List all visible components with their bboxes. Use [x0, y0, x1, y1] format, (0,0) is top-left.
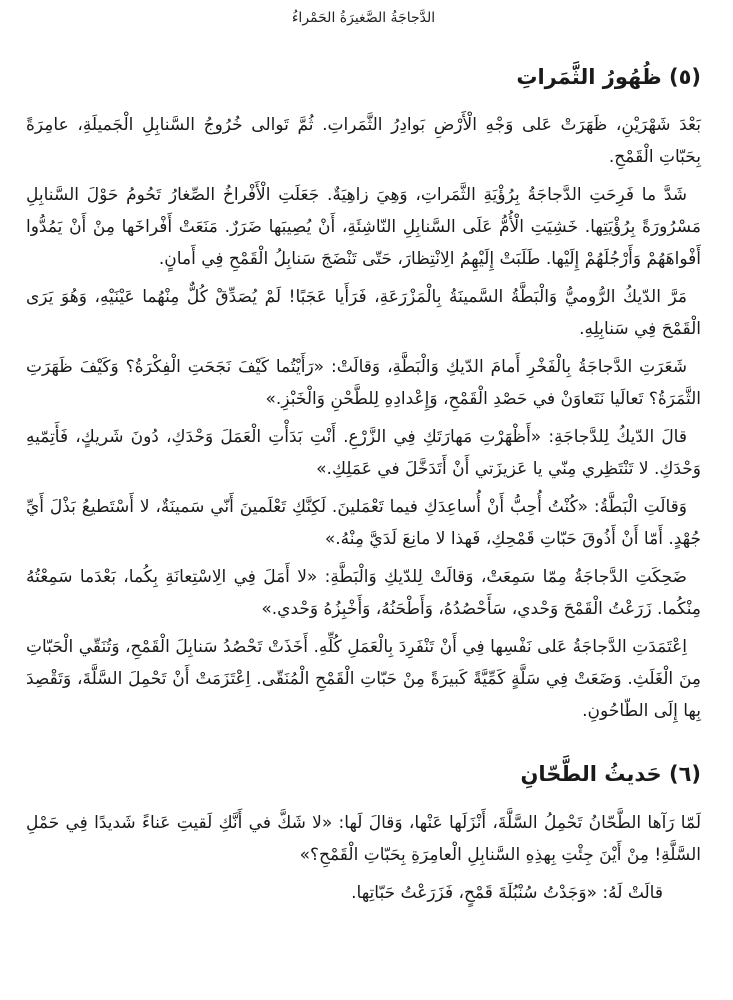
paragraph: اِعْتَمَدَتِ الدَّجاجَةُ عَلى نَفْسِها فِي أَنْ تَنْفَرِدَ بِالْعَمَلِ كُلِّهِ. أَخَذَتْ تَحْصُدُ سَنابِلَ الْقَمْحِ، وَتُنَقّي الْحَبّاتِ مِنَ الْغَلَثِ. وَضَعَتْ فِي سَلَّةٍ كَمِّيَّةً كَبيرَةً مِنْ حَبّاتِ الْقَمْحِ الْمُنَقّى. اِعْتَزَمَتْ أَنْ تَحْمِلَ السَّلَّةَ، وَتَقْصِدَ بِها إِلَى الطّاحُونِ.	[26, 637, 701, 722]
paragraph: لَمّا رَآها الطَّحّانُ تَحْمِلُ السَّلَّةَ، أَنْزَلَها عَنْها، وَقالَ لَها: «لا شَكَّ في أَنَّكِ لَقيتِ عَناءً شَديدًا فِي حَمْلِ السَّلَّةِ! مِنْ أَيْنَ جِئْتِ بِهذِهِ السَّنابِلِ الْعامِرَةِ بِحَبّاتِ الْقَمْحِ؟»	[26, 812, 701, 865]
paragraph: وَقالَتِ الْبَطَّةُ: «كُنْتُ أُحِبُّ أَنْ أُساعِدَكِ فيما تَعْمَلينَ. لَكِنَّكِ تَعْلَمينَ أَنّي سَمينَةٌ، لا أَسْتَطيعُ بَذْلَ أَيِّ جُهْدٍ. أَمّا أَنْ أَذُوقَ حَبّاتِ قَمْحِكِ، فَهذا لا مانِعَ لَدَيَّ مِنْهُ.»	[26, 497, 701, 550]
paragraph: قالَ الدّيكُ لِلدَّجاجَةِ: «أَظْهَرْتِ مَهارَتَكِ فِي الزَّرْعِ. أَنْتِ بَدَأْتِ الْعَمَلَ وَحْدَكِ، دُونَ شَريكٍ، فَأَتِمّيهِ وَحْدَكِ. لا تَنْتَظِري مِنّي يا عَزيزَتي أَنْ أَتَدَخَّلَ في عَمَلِكِ.»	[26, 427, 701, 480]
paragraph: قالَتْ لَهُ: «وَجَدْتُ سُنْبُلَةَ قَمْحٍ، فَزَرَعْتُ حَبّاتِها.	[351, 882, 663, 903]
running-header: الدَّجاجَةُ الصَّغيرَةُ الحَمْراءُ	[291, 10, 436, 26]
section-title: (٦) حَديثُ الطَّحّانِ	[520, 762, 701, 787]
section-title: (٥) ظُهُورُ الثَّمَراتِ	[516, 65, 701, 89]
paragraph: بَعْدَ شَهْرَيْنِ، ظَهَرَتْ عَلى وَجْهِ الْأَرْضِ بَوادِرُ الثَّمَراتِ. ثُمَّ تَوالى خُرُوجُ السَّنابِلِ الْجَميلَةِ، عامِرَةً بِحَبّاتِ الْقَمْحِ.	[26, 115, 701, 168]
paragraph: ضَحِكَتِ الدَّجاجَةُ مِمّا سَمِعَتْ، وَقالَتْ لِلدّيكِ وَالْبَطَّةِ: «لا أَمَلَ فِي الِاسْتِعانَةِ بِكُما، بَعْدَما سَمِعْتُهُ مِنْكُما. زَرَعْتُ الْقَمْحَ وَحْدي، سَأَحْصُدُهُ، وَأَطْحَنُهُ، وَأَخْبِزُهُ وَحْدي.»	[26, 567, 701, 620]
paragraph: مَرَّ الدّيكُ الرُّوميُّ وَالْبَطَّةُ السَّمينَةُ بِالْمَزْرَعَةِ، فَرَأَيا عَجَبًا! لَمْ يُصَدِّقْ كُلٌّ مِنْهُما عَيْنَيْهِ، وَهُوَ يَرَى الْقَمْحَ فِي سَنابِلِهِ.	[26, 287, 701, 340]
paragraph: شَدَّ ما فَرِحَتِ الدَّجاجَةُ بِرُؤْيَةِ الثَّمَراتِ، وَهِيَ زاهِيَةٌ. جَعَلَتِ الْأَفْراخُ الصِّغارُ تَحُومُ حَوْلَ السَّنابِلِ مَسْرُورَةً بِرُؤْيَتِها. خَشِيَتِ الْأُمُّ عَلَى السَّنابِلِ النّاشِئَةِ، أَنْ يُصِيبَها ضَرَرٌ. مَنَعَتْ أَفْراخَها مِنْ أَنْ يَمُدُّوا أَفْواهَهُمْ وَأَرْجُلَهُمْ إِلَيْها. طَلَبَتْ إِلَيْهِمُ الِانْتِظارَ، حَتّى تَنْضَجَ سَنابِلُ الْقَمْحِ فِي أَمانٍ.	[26, 185, 701, 270]
paragraph: شَعَرَتِ الدَّجاجَةُ بِالْفَخْرِ أَمامَ الدّيكِ وَالْبَطَّةِ، وَقالَتْ: «رَأَيْتُما كَيْفَ نَجَحَتِ الْفِكْرَةُ؟ وَكَيْفَ ظَهَرَتِ الثَّمَرَةُ؟ تَعالَيا نَتَعاوَنْ في حَصْدِ الْقَمْحِ، وَإِعْدادِهِ لِلطَّحْنِ وَالْخَبْزِ.»	[26, 357, 701, 410]
